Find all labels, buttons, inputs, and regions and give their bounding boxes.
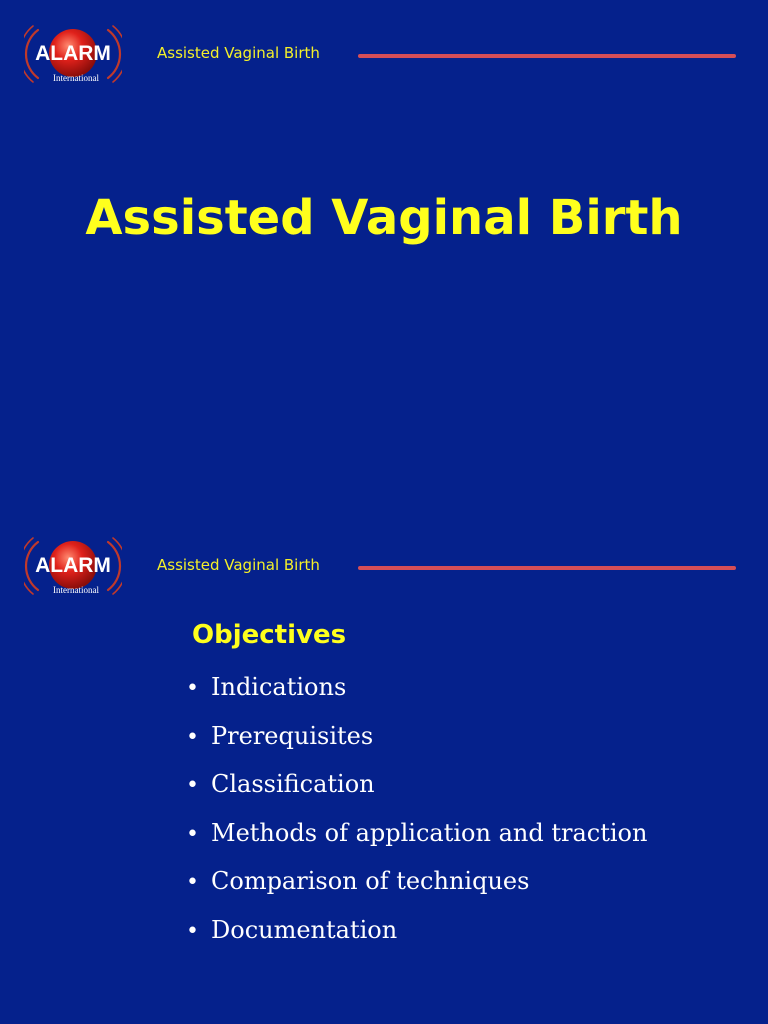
- list-item: [186, 721, 647, 770]
- header-title: Assisted Vaginal Birth: [157, 556, 320, 574]
- bullet-icon: •: [186, 870, 199, 896]
- objectives-heading: Objectives: [192, 620, 347, 650]
- list-item-text: Comparison of techniques: [211, 867, 530, 896]
- slide-objectives: [0, 512, 768, 1024]
- slide-main-title: Assisted Vaginal Birth: [85, 190, 683, 246]
- logo-text: ALARM: [35, 554, 111, 577]
- list-item: [186, 915, 647, 964]
- list-item: [186, 818, 647, 867]
- alarm-logo: [24, 532, 122, 600]
- header-divider: [358, 54, 736, 58]
- list-item-text: Documentation: [211, 915, 398, 944]
- logo-subtext: International: [53, 73, 99, 83]
- logo-text: ALARM: [35, 42, 111, 65]
- list-item: [186, 769, 647, 818]
- alarm-logo: [24, 20, 122, 88]
- list-item-text: Classification: [211, 770, 375, 799]
- bullet-icon: •: [186, 821, 199, 847]
- list-item-text: Indications: [211, 673, 347, 701]
- list-item-text: Methods of application and traction: [211, 818, 648, 847]
- objectives-list: [186, 672, 647, 964]
- header-divider: [358, 566, 736, 570]
- bullet-icon: •: [186, 918, 199, 944]
- list-item-text: Prerequisites: [211, 721, 374, 750]
- bullet-icon: •: [186, 773, 199, 799]
- logo-subtext: International: [53, 585, 99, 595]
- header-title: Assisted Vaginal Birth: [157, 44, 320, 62]
- bullet-icon: •: [186, 676, 199, 701]
- bullet-icon: •: [186, 724, 199, 750]
- list-item: [186, 866, 647, 915]
- list-item: [186, 672, 647, 721]
